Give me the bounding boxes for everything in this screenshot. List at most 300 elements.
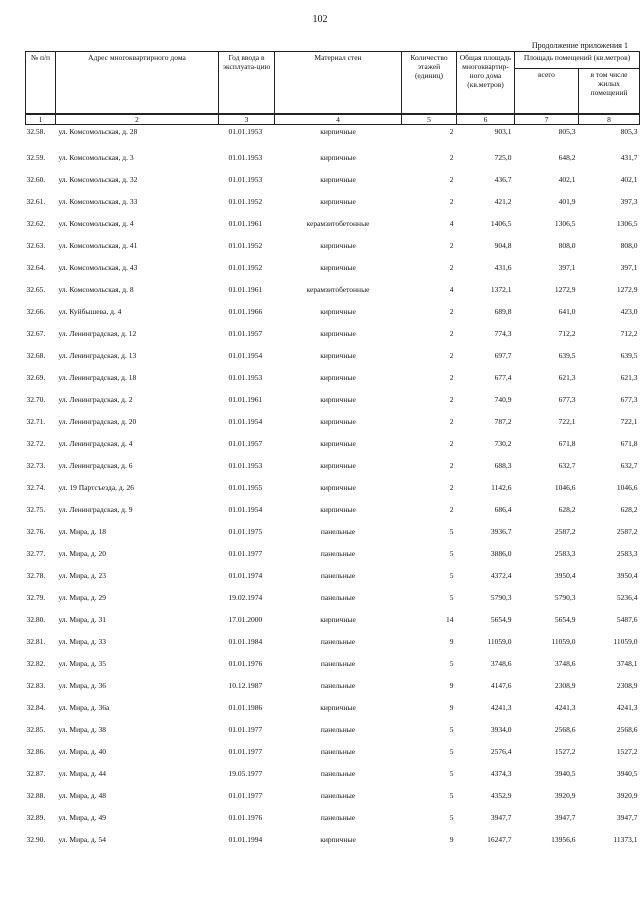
row-number: 32.67. bbox=[26, 329, 46, 339]
row-total-area: 686,4 bbox=[494, 504, 512, 514]
row-total-area: 421,2 bbox=[494, 197, 512, 207]
row-number: 32.90. bbox=[26, 834, 46, 844]
header-address: Адрес многоквартирного дома bbox=[56, 52, 219, 115]
table-row bbox=[26, 389, 640, 411]
row-premises-living: 805,3 bbox=[620, 127, 638, 136]
row-year: 01.01.1977 bbox=[228, 724, 263, 734]
row-total-area: 904,8 bbox=[494, 241, 512, 251]
row-material: керамзитобетонные bbox=[306, 285, 370, 295]
row-material: панельные bbox=[320, 548, 356, 558]
row-year: 01.01.1976 bbox=[228, 812, 263, 822]
row-address: ул. Мира, д. 48 bbox=[58, 790, 106, 800]
row-year: 01.01.1954 bbox=[228, 417, 263, 427]
column-number: 2 bbox=[56, 114, 219, 125]
row-year: 01.01.1975 bbox=[228, 526, 263, 536]
row-premises-all: 722,1 bbox=[558, 417, 576, 427]
row-total-area: 431,6 bbox=[494, 263, 512, 273]
row-total-area: 1372,1 bbox=[490, 285, 512, 295]
row-material: панельные bbox=[320, 724, 356, 734]
row-premises-living: 2308,9 bbox=[616, 680, 638, 690]
row-premises-all: 401,9 bbox=[558, 197, 576, 207]
table-row bbox=[26, 762, 640, 784]
row-floors: 2 bbox=[449, 241, 454, 251]
row-address: ул. Комсомольская, д. 43 bbox=[58, 263, 138, 273]
row-material: кирпичные bbox=[320, 241, 356, 251]
table-row bbox=[26, 477, 640, 499]
row-premises-living: 628,2 bbox=[620, 504, 638, 514]
table-row bbox=[26, 499, 640, 521]
table-row bbox=[26, 147, 640, 169]
row-floors: 9 bbox=[449, 636, 454, 646]
row-year: 01.01.1977 bbox=[228, 746, 263, 756]
row-material: кирпичные bbox=[320, 373, 356, 383]
row-number: 32.69. bbox=[26, 373, 46, 383]
row-year: 01.01.1953 bbox=[228, 175, 263, 185]
table-row bbox=[26, 125, 640, 148]
row-total-area: 16247,7 bbox=[487, 834, 512, 844]
row-material: панельные bbox=[320, 812, 356, 822]
row-year: 01.01.1974 bbox=[228, 570, 263, 580]
row-material: кирпичные bbox=[320, 614, 356, 624]
table-body bbox=[26, 125, 640, 851]
table-row bbox=[26, 652, 640, 674]
row-address: ул. Комсомольская, д. 41 bbox=[58, 241, 138, 251]
table-row bbox=[26, 520, 640, 542]
row-floors: 5 bbox=[449, 548, 454, 558]
row-premises-living: 621,3 bbox=[620, 373, 638, 383]
row-floors: 9 bbox=[449, 680, 454, 690]
row-premises-all: 11059,0 bbox=[551, 636, 576, 646]
row-total-area: 436,7 bbox=[494, 175, 512, 185]
row-premises-living: 1272,9 bbox=[616, 285, 638, 295]
row-address: ул. Ленинградская, д. 2 bbox=[58, 395, 133, 405]
row-number: 32.84. bbox=[26, 702, 46, 712]
row-total-area: 774,3 bbox=[494, 329, 512, 339]
row-premises-living: 3748,1 bbox=[616, 658, 638, 668]
row-premises-all: 3947,7 bbox=[554, 812, 576, 822]
table-row bbox=[26, 367, 640, 389]
row-number: 32.75. bbox=[26, 504, 46, 514]
row-number: 32.74. bbox=[26, 483, 46, 493]
row-material: панельные bbox=[320, 658, 356, 668]
row-year: 01.01.1952 bbox=[228, 197, 263, 207]
table-row bbox=[26, 740, 640, 762]
row-premises-all: 3748,6 bbox=[554, 658, 576, 668]
row-premises-living: 712,2 bbox=[620, 329, 638, 339]
table-row bbox=[26, 784, 640, 806]
table-row bbox=[26, 586, 640, 608]
row-floors: 14 bbox=[446, 614, 454, 624]
header-total-area: Общая площадь многоквартир-ного дома (кв.метров) bbox=[457, 52, 515, 115]
row-year: 01.01.1953 bbox=[228, 127, 263, 136]
header-premises: Площадь помещений (кв.метров) bbox=[515, 52, 640, 69]
row-number: 32.86. bbox=[26, 746, 46, 756]
table-row bbox=[26, 542, 640, 564]
row-total-area: 1142,6 bbox=[491, 483, 512, 493]
row-year: 01.01.1961 bbox=[228, 395, 263, 405]
row-material: панельные bbox=[320, 768, 356, 778]
row-material: кирпичные bbox=[320, 483, 356, 493]
row-material: кирпичные bbox=[320, 417, 356, 427]
row-material: кирпичные bbox=[320, 351, 356, 361]
row-address: ул. Ленинградская, д. 20 bbox=[58, 417, 137, 427]
table-row bbox=[26, 608, 640, 630]
row-address: ул. Ленинградская, д. 9 bbox=[58, 504, 133, 514]
table-row bbox=[26, 345, 640, 367]
row-address: ул. 19 Партсъезда, д. 26 bbox=[58, 483, 134, 493]
row-premises-living: 639,5 bbox=[620, 351, 638, 361]
row-total-area: 4147,6 bbox=[490, 680, 512, 690]
row-premises-all: 5790,3 bbox=[554, 592, 576, 602]
row-premises-all: 3920,9 bbox=[554, 790, 576, 800]
row-floors: 2 bbox=[449, 153, 454, 163]
table-row bbox=[26, 564, 640, 586]
row-premises-living: 677,3 bbox=[620, 395, 638, 405]
table-row bbox=[26, 674, 640, 696]
row-total-area: 5790,3 bbox=[490, 592, 512, 602]
row-total-area: 740,9 bbox=[494, 395, 512, 405]
row-number: 32.59. bbox=[26, 153, 46, 163]
row-premises-living: 431,7 bbox=[620, 153, 638, 163]
row-address: ул. Мира, д. 31 bbox=[58, 614, 106, 624]
row-address: ул. Мира, д. 36 bbox=[58, 680, 106, 690]
row-year: 01.01.1961 bbox=[228, 285, 263, 295]
row-year: 01.01.1953 bbox=[228, 373, 263, 383]
table-row bbox=[26, 828, 640, 850]
row-year: 01.01.1986 bbox=[228, 702, 263, 712]
row-year: 17.01.2000 bbox=[228, 614, 263, 624]
row-address: ул. Мира, д. 49 bbox=[58, 812, 106, 822]
column-number: 1 bbox=[26, 114, 56, 125]
row-material: кирпичные bbox=[320, 153, 356, 163]
column-number: 5 bbox=[402, 114, 457, 125]
row-address: ул. Комсомольская, д. 4 bbox=[58, 219, 134, 229]
row-premises-all: 1272,9 bbox=[554, 285, 576, 295]
row-premises-living: 3950,4 bbox=[616, 570, 638, 580]
row-address: ул. Комсомольская, д. 28 bbox=[58, 127, 138, 136]
row-premises-living: 808,0 bbox=[620, 241, 638, 251]
row-floors: 5 bbox=[449, 724, 454, 734]
table-row bbox=[26, 630, 640, 652]
row-year: 01.01.1952 bbox=[228, 263, 263, 273]
row-material: кирпичные bbox=[320, 439, 356, 449]
row-premises-all: 4241,3 bbox=[554, 702, 576, 712]
row-premises-living: 397,1 bbox=[620, 263, 638, 273]
row-material: кирпичные bbox=[320, 702, 356, 712]
row-year: 01.01.1953 bbox=[228, 461, 263, 471]
header-premises-living: в том числе жилых помещений bbox=[579, 69, 640, 115]
row-premises-all: 1527,2 bbox=[554, 746, 576, 756]
row-floors: 5 bbox=[449, 658, 454, 668]
row-number: 32.61. bbox=[26, 197, 46, 207]
row-premises-all: 628,2 bbox=[558, 504, 576, 514]
table-row bbox=[26, 433, 640, 455]
row-address: ул. Мира, д. 23 bbox=[58, 570, 106, 580]
row-number: 32.63. bbox=[26, 241, 46, 251]
row-premises-all: 2583,3 bbox=[554, 548, 576, 558]
row-address: ул. Комсомольская, д. 32 bbox=[58, 175, 138, 185]
row-premises-living: 2568,6 bbox=[616, 724, 638, 734]
row-premises-living: 5236,4 bbox=[616, 592, 638, 602]
row-premises-all: 397,1 bbox=[558, 263, 576, 273]
row-material: панельные bbox=[320, 790, 356, 800]
row-premises-all: 1046,6 bbox=[554, 483, 576, 493]
row-number: 32.77. bbox=[26, 548, 46, 558]
table-row bbox=[26, 301, 640, 323]
row-address: ул. Мира, д. 29 bbox=[58, 592, 106, 602]
row-total-area: 4241,3 bbox=[490, 702, 512, 712]
row-total-area: 903,1 bbox=[494, 127, 512, 136]
table-row bbox=[26, 696, 640, 718]
row-total-area: 730,2 bbox=[494, 439, 512, 449]
row-total-area: 3947,7 bbox=[490, 812, 512, 822]
row-material: керамзитобетонные bbox=[306, 219, 370, 229]
row-total-area: 3748,6 bbox=[490, 658, 512, 668]
column-number: 4 bbox=[275, 114, 402, 125]
table-row bbox=[26, 191, 640, 213]
row-year: 19.02.1974 bbox=[228, 592, 263, 602]
row-number: 32.73. bbox=[26, 461, 46, 471]
row-premises-living: 397,3 bbox=[620, 197, 638, 207]
row-total-area: 4372,4 bbox=[490, 570, 512, 580]
row-premises-all: 2587,2 bbox=[554, 526, 576, 536]
row-premises-living: 1306,5 bbox=[616, 219, 638, 229]
row-address: ул. Мира, д. 35 bbox=[58, 658, 106, 668]
row-total-area: 725,0 bbox=[494, 153, 512, 163]
row-premises-living: 5487,6 bbox=[616, 614, 638, 624]
column-number: 8 bbox=[579, 114, 640, 125]
row-floors: 5 bbox=[449, 746, 454, 756]
row-material: кирпичные bbox=[320, 329, 356, 339]
row-number: 32.87. bbox=[26, 768, 46, 778]
row-floors: 2 bbox=[449, 127, 454, 136]
row-total-area: 11059,0 bbox=[487, 636, 512, 646]
row-number: 32.60. bbox=[26, 175, 46, 185]
row-premises-living: 1527,2 bbox=[616, 746, 638, 756]
table-row bbox=[26, 257, 640, 279]
row-total-area: 1406,5 bbox=[490, 219, 512, 229]
header-premises-all: всего bbox=[515, 69, 579, 115]
row-premises-all: 2308,9 bbox=[554, 680, 576, 690]
row-number: 32.81. bbox=[26, 636, 46, 646]
row-floors: 9 bbox=[449, 702, 454, 712]
page-number: 102 bbox=[312, 14, 328, 25]
row-floors: 2 bbox=[449, 483, 454, 493]
row-premises-all: 641,0 bbox=[558, 307, 576, 317]
row-floors: 5 bbox=[449, 570, 454, 580]
row-premises-all: 648,2 bbox=[558, 153, 576, 163]
row-number: 32.79. bbox=[26, 592, 46, 602]
row-year: 01.01.1977 bbox=[228, 548, 263, 558]
row-year: 19.05.1977 bbox=[228, 768, 263, 778]
row-total-area: 697,7 bbox=[494, 351, 512, 361]
row-total-area: 5654,9 bbox=[490, 614, 512, 624]
row-address: ул. Комсомольская, д. 3 bbox=[58, 153, 134, 163]
table-row bbox=[26, 279, 640, 301]
row-address: ул. Ленинградская, д. 18 bbox=[58, 373, 137, 383]
row-floors: 2 bbox=[449, 504, 454, 514]
row-floors: 2 bbox=[449, 263, 454, 273]
row-address: ул. Мира, д. 44 bbox=[58, 768, 106, 778]
row-premises-living: 3920,9 bbox=[616, 790, 638, 800]
row-premises-living: 3940,5 bbox=[616, 768, 638, 778]
row-premises-all: 671,8 bbox=[558, 439, 576, 449]
row-floors: 2 bbox=[449, 351, 454, 361]
row-number: 32.71. bbox=[26, 417, 46, 427]
row-number: 32.62. bbox=[26, 219, 46, 229]
row-address: ул. Комсомольская, д. 8 bbox=[58, 285, 134, 295]
row-premises-all: 3940,5 bbox=[554, 768, 576, 778]
row-premises-living: 1046,6 bbox=[616, 483, 638, 493]
row-material: кирпичные bbox=[320, 127, 356, 136]
row-material: кирпичные bbox=[320, 834, 356, 844]
table-row bbox=[26, 718, 640, 740]
row-material: кирпичные bbox=[320, 504, 356, 514]
row-premises-living: 4241,3 bbox=[616, 702, 638, 712]
table-row bbox=[26, 806, 640, 828]
row-number: 32.78. bbox=[26, 570, 46, 580]
row-material: панельные bbox=[320, 592, 356, 602]
table-row bbox=[26, 455, 640, 477]
row-material: панельные bbox=[320, 680, 356, 690]
row-floors: 5 bbox=[449, 812, 454, 822]
row-year: 01.01.1994 bbox=[228, 834, 263, 844]
row-premises-all: 402,1 bbox=[558, 175, 576, 185]
row-floors: 2 bbox=[449, 373, 454, 383]
header-floors: Количество этажей (единиц) bbox=[402, 52, 457, 115]
header-num: № п/п bbox=[26, 52, 56, 115]
table-row bbox=[26, 213, 640, 235]
column-number: 7 bbox=[515, 114, 579, 125]
row-floors: 2 bbox=[449, 329, 454, 339]
row-address: ул. Мира, д. 38 bbox=[58, 724, 106, 734]
row-total-area: 3886,0 bbox=[490, 548, 512, 558]
row-number: 32.64. bbox=[26, 263, 46, 273]
row-premises-all: 2568,6 bbox=[554, 724, 576, 734]
housing-table bbox=[25, 51, 640, 850]
row-floors: 2 bbox=[449, 197, 454, 207]
row-premises-living: 423,0 bbox=[620, 307, 638, 317]
row-number: 32.88. bbox=[26, 790, 46, 800]
row-floors: 2 bbox=[449, 461, 454, 471]
row-floors: 2 bbox=[449, 417, 454, 427]
header-year: Год ввода в эксплуата-цию bbox=[219, 52, 275, 115]
row-number: 32.66. bbox=[26, 307, 46, 317]
row-material: кирпичные bbox=[320, 307, 356, 317]
row-number: 32.58. bbox=[26, 127, 46, 136]
row-year: 01.01.1957 bbox=[228, 439, 263, 449]
column-number: 6 bbox=[457, 114, 515, 125]
table-row bbox=[26, 235, 640, 257]
header-material: Материал стен bbox=[275, 52, 402, 115]
row-address: ул. Мира, д. 33 bbox=[58, 636, 106, 646]
row-address: ул. Мира, д. 18 bbox=[58, 526, 106, 536]
table-row bbox=[26, 323, 640, 345]
row-year: 01.01.1954 bbox=[228, 504, 263, 514]
row-address: ул. Ленинградская, д. 13 bbox=[58, 351, 137, 361]
row-premises-all: 13956,6 bbox=[551, 834, 576, 844]
row-floors: 5 bbox=[449, 790, 454, 800]
row-total-area: 688,3 bbox=[494, 461, 512, 471]
row-address: ул. Мира, д. 40 bbox=[58, 746, 106, 756]
row-year: 01.01.1957 bbox=[228, 329, 263, 339]
row-floors: 2 bbox=[449, 175, 454, 185]
row-floors: 5 bbox=[449, 526, 454, 536]
row-year: 01.01.1966 bbox=[228, 307, 263, 317]
row-number: 32.76. bbox=[26, 526, 46, 536]
row-floors: 5 bbox=[449, 592, 454, 602]
table-row bbox=[26, 411, 640, 433]
row-total-area: 677,4 bbox=[494, 373, 512, 383]
row-year: 01.01.1954 bbox=[228, 351, 263, 361]
row-floors: 2 bbox=[449, 307, 454, 317]
row-year: 01.01.1961 bbox=[228, 219, 263, 229]
row-total-area: 2576,4 bbox=[490, 746, 512, 756]
row-material: панельные bbox=[320, 526, 356, 536]
row-total-area: 3936,7 bbox=[490, 526, 512, 536]
row-floors: 2 bbox=[449, 395, 454, 405]
row-year: 10.12.1987 bbox=[228, 680, 263, 690]
row-material: панельные bbox=[320, 746, 356, 756]
row-material: кирпичные bbox=[320, 461, 356, 471]
row-premises-all: 805,3 bbox=[558, 127, 576, 136]
row-floors: 4 bbox=[449, 219, 454, 229]
row-number: 32.80. bbox=[26, 614, 46, 624]
row-year: 01.01.1952 bbox=[228, 241, 263, 251]
row-year: 01.01.1955 bbox=[228, 483, 263, 493]
row-number: 32.65. bbox=[26, 285, 46, 295]
row-address: ул. Комсомольская, д. 33 bbox=[58, 197, 138, 207]
row-floors: 5 bbox=[449, 768, 454, 778]
row-material: кирпичные bbox=[320, 395, 356, 405]
row-year: 01.01.1977 bbox=[228, 790, 263, 800]
continuation-note: Продолжение приложения 1 bbox=[531, 41, 628, 50]
row-number: 32.70. bbox=[26, 395, 46, 405]
row-material: кирпичные bbox=[320, 197, 356, 207]
row-premises-living: 402,1 bbox=[620, 175, 638, 185]
row-total-area: 787,2 bbox=[494, 417, 512, 427]
row-total-area: 4352,9 bbox=[490, 790, 512, 800]
row-premises-living: 11373,1 bbox=[613, 834, 638, 844]
row-premises-all: 639,5 bbox=[558, 351, 576, 361]
row-number: 32.85. bbox=[26, 724, 46, 734]
row-address: ул. Мира, д. 20 bbox=[58, 548, 106, 558]
row-number: 32.68. bbox=[26, 351, 46, 361]
row-premises-all: 5654,9 bbox=[554, 614, 576, 624]
row-premises-all: 808,0 bbox=[558, 241, 576, 251]
row-floors: 2 bbox=[449, 439, 454, 449]
row-year: 01.01.1984 bbox=[228, 636, 263, 646]
row-premises-all: 3950,4 bbox=[554, 570, 576, 580]
row-number: 32.89. bbox=[26, 812, 46, 822]
row-premises-all: 632,7 bbox=[558, 461, 576, 471]
row-total-area: 689,8 bbox=[494, 307, 512, 317]
column-number: 3 bbox=[219, 114, 275, 125]
row-address: ул. Ленинградская, д. 6 bbox=[58, 461, 133, 471]
row-material: кирпичные bbox=[320, 263, 356, 273]
row-address: ул. Куйбышева, д. 4 bbox=[58, 307, 122, 317]
row-premises-living: 632,7 bbox=[620, 461, 638, 471]
row-material: панельные bbox=[320, 636, 356, 646]
row-premises-all: 677,3 bbox=[558, 395, 576, 405]
row-address: ул. Ленинградская, д. 12 bbox=[58, 329, 137, 339]
row-premises-all: 712,2 bbox=[558, 329, 576, 339]
row-premises-all: 1306,5 bbox=[554, 219, 576, 229]
row-material: панельные bbox=[320, 570, 356, 580]
row-total-area: 3934,0 bbox=[490, 724, 512, 734]
row-premises-living: 2587,2 bbox=[616, 526, 638, 536]
row-number: 32.82. bbox=[26, 658, 46, 668]
